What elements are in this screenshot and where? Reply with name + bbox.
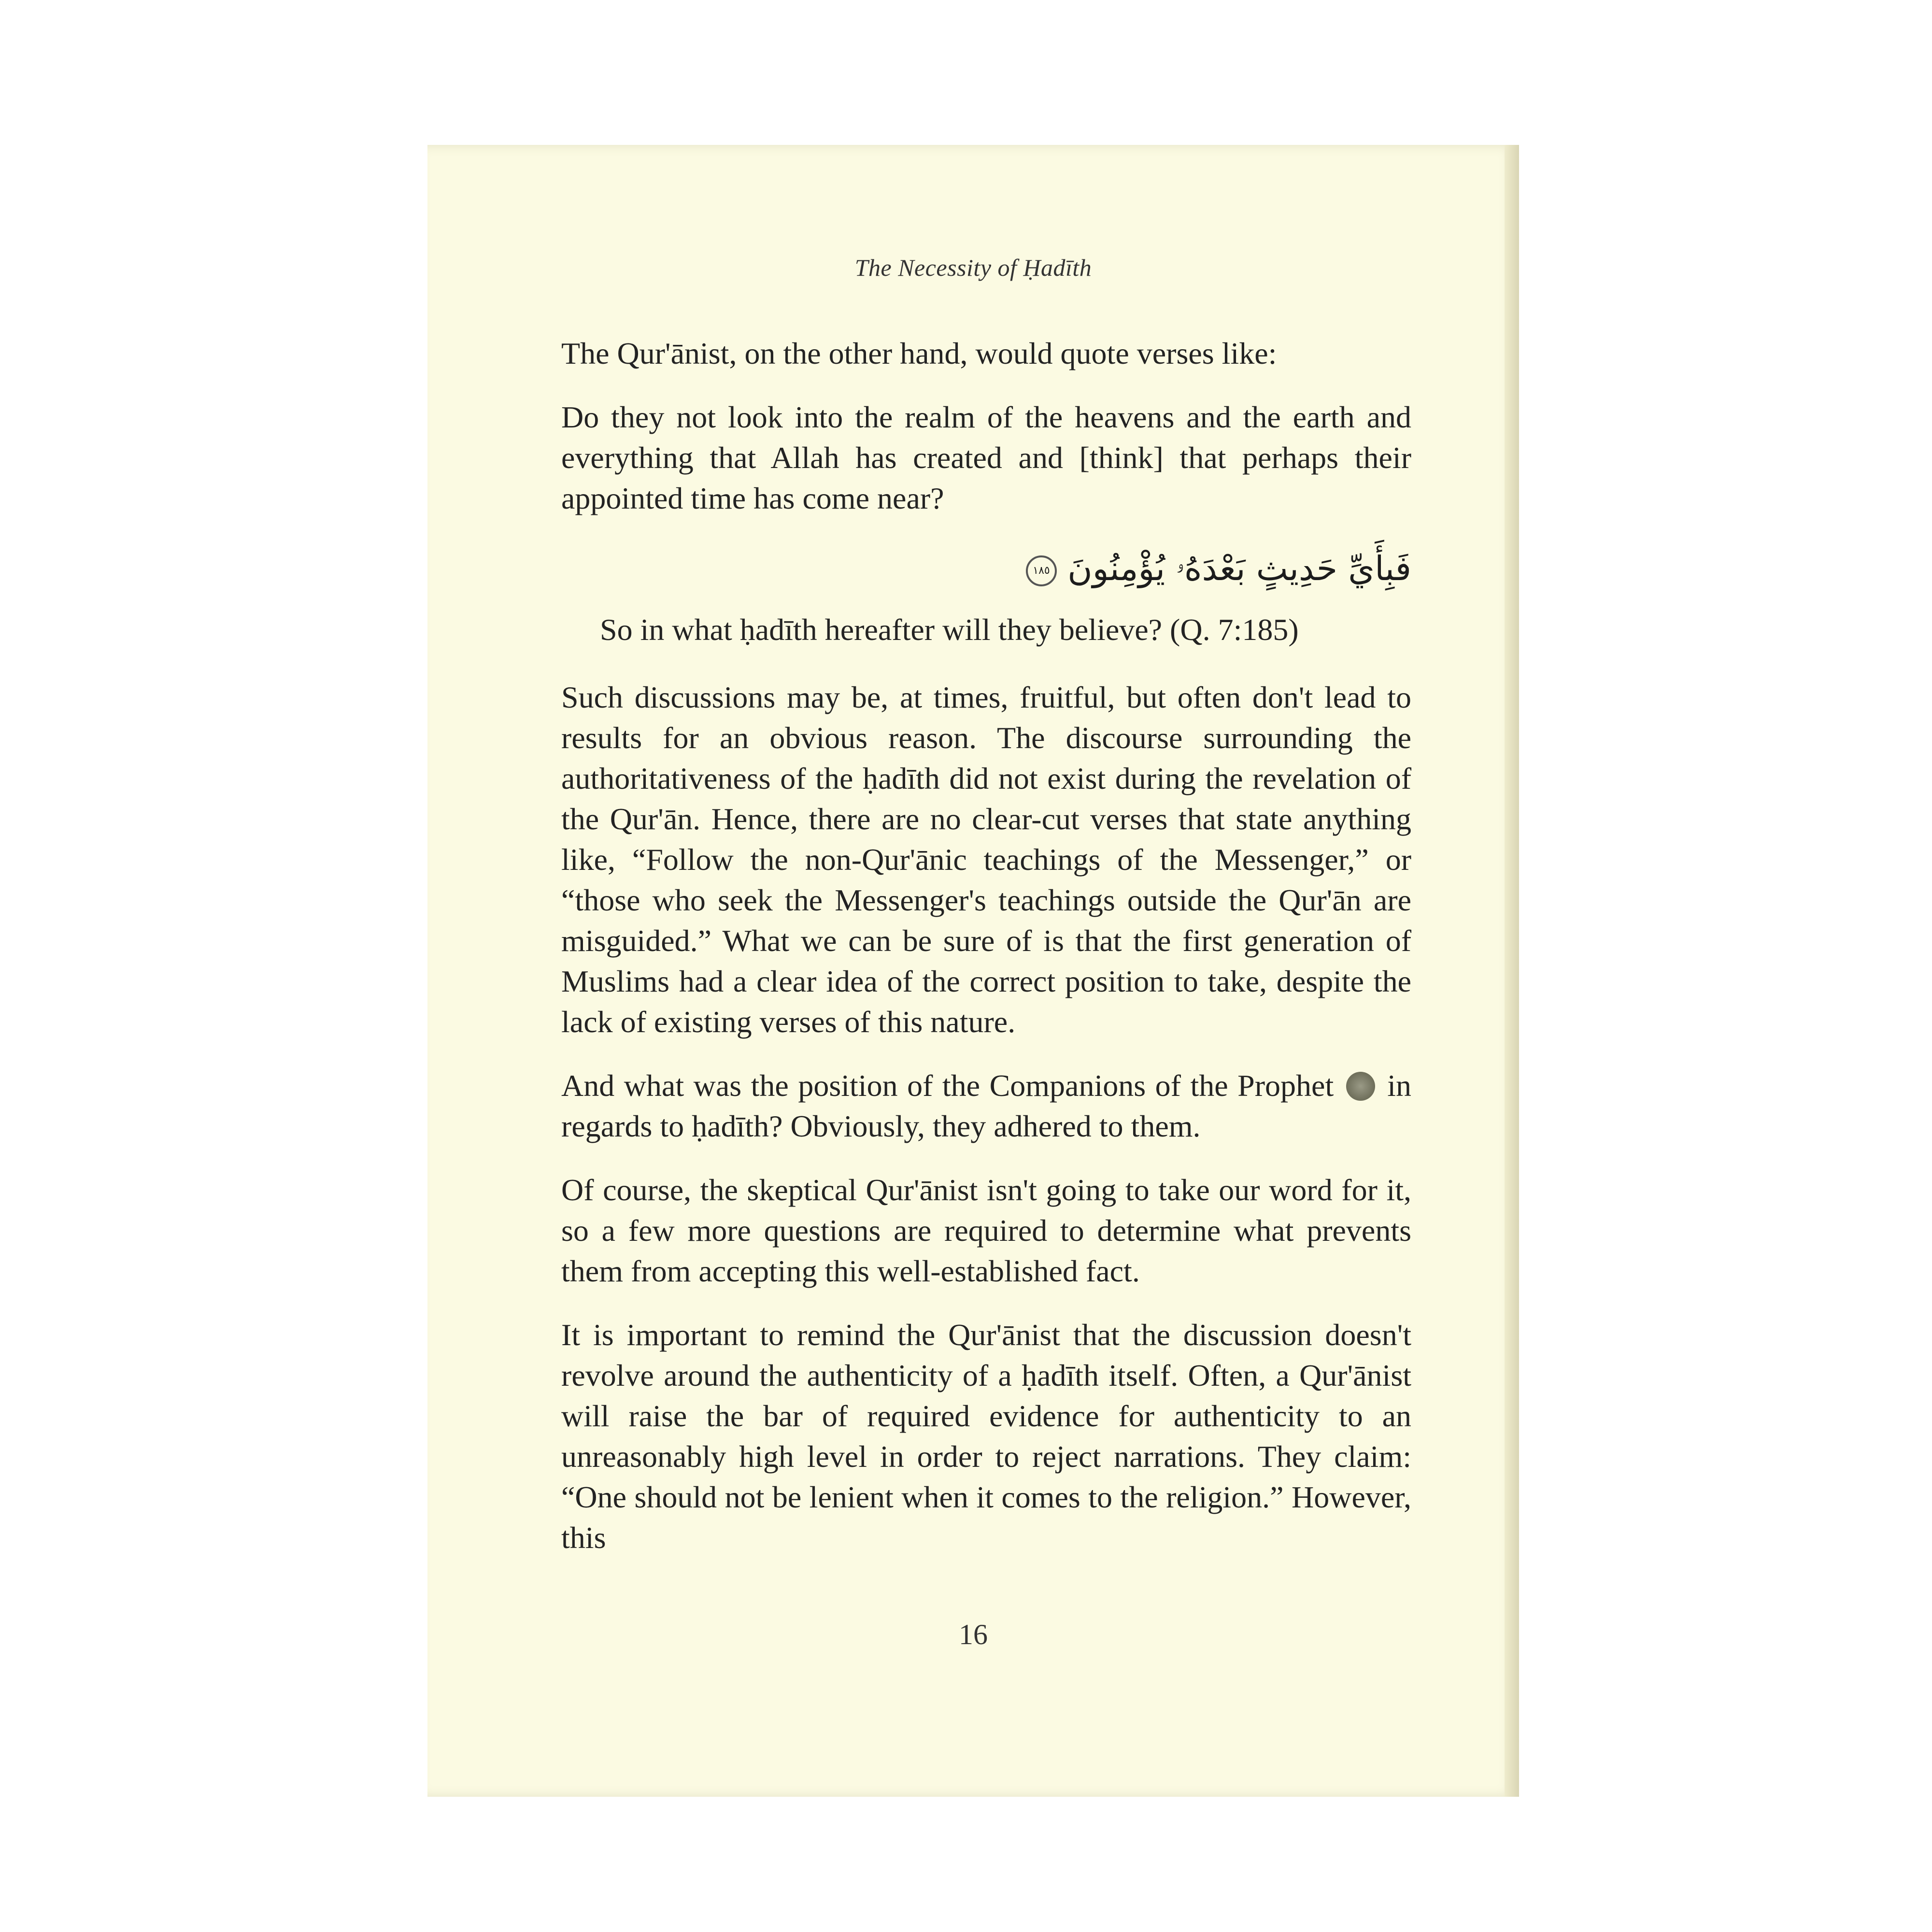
page-body — [561, 333, 1411, 1581]
arabic-verse — [561, 542, 1411, 595]
paragraph-authenticity: It is important to remind the Qur'ānist that the discussion doesn't revolve around the authenticity of a ḥadīth itself. Often, a Qur'ānist will raise the bar of required evidence for authenticity to an unreasonably high level in order to reject narrations. They claim: “One should not be lenient when it comes to the religion.” However, this — [561, 1318, 1411, 1555]
page-edge — [1505, 145, 1519, 1797]
paragraph-companions — [561, 1065, 1411, 1147]
verse-number-icon: ١٨٥ — [1026, 555, 1057, 586]
running-header: The Necessity of Ḥadīth — [854, 254, 1092, 281]
page-number: 16 — [959, 1619, 988, 1650]
paragraph-skeptic: Of course, the skeptical Qur'ānist isn't going to take our word for it, so a few more questions are required to determine what prevents them from accepting this well-established fact. — [561, 1173, 1411, 1288]
paragraph-verse-quote: Do they not look into the realm of the heavens and the earth and everything that Allah has created and [think] that perhaps their appointed time has come near? — [561, 400, 1411, 515]
paragraph-intro: The Qur'ānist, on the other hand, would quote verses like: — [561, 336, 1277, 370]
salawat-icon — [1346, 1072, 1375, 1101]
verse-translation: So in what ḥadīth hereafter will they believe? (Q. 7:185) — [600, 612, 1299, 647]
arabic-verse-text: فَبِأَيِّ حَدِيثٍ بَعْدَهُۥ يُؤْمِنُونَ — [1067, 549, 1411, 588]
paragraph-discussion: Such discussions may be, at times, fruitful, but often don't lead to results for an obvious reason. The discourse surrounding the authoritativeness of the ḥadīth did not exist during the revelation of the Qur'ān. Hence, there are no clear-cut verses that state anything like, “Follow the non-Qur'ānic teachings of the Messenger,” or “those who seek the Messenger's teachings outside the Qur'ān are misguided.” What we can be sure of is that the first generation of Muslims had a clear idea of the correct position to take, despite the lack of existing verses of this nature. — [561, 680, 1411, 1039]
book-page — [427, 145, 1519, 1797]
paragraph-companions-start: And what was the position of the Companions of the Prophet — [561, 1068, 1334, 1103]
paragraph-companions-end: in regards to ḥadīth? Obviously, they adhered to them. — [561, 1068, 1412, 1143]
